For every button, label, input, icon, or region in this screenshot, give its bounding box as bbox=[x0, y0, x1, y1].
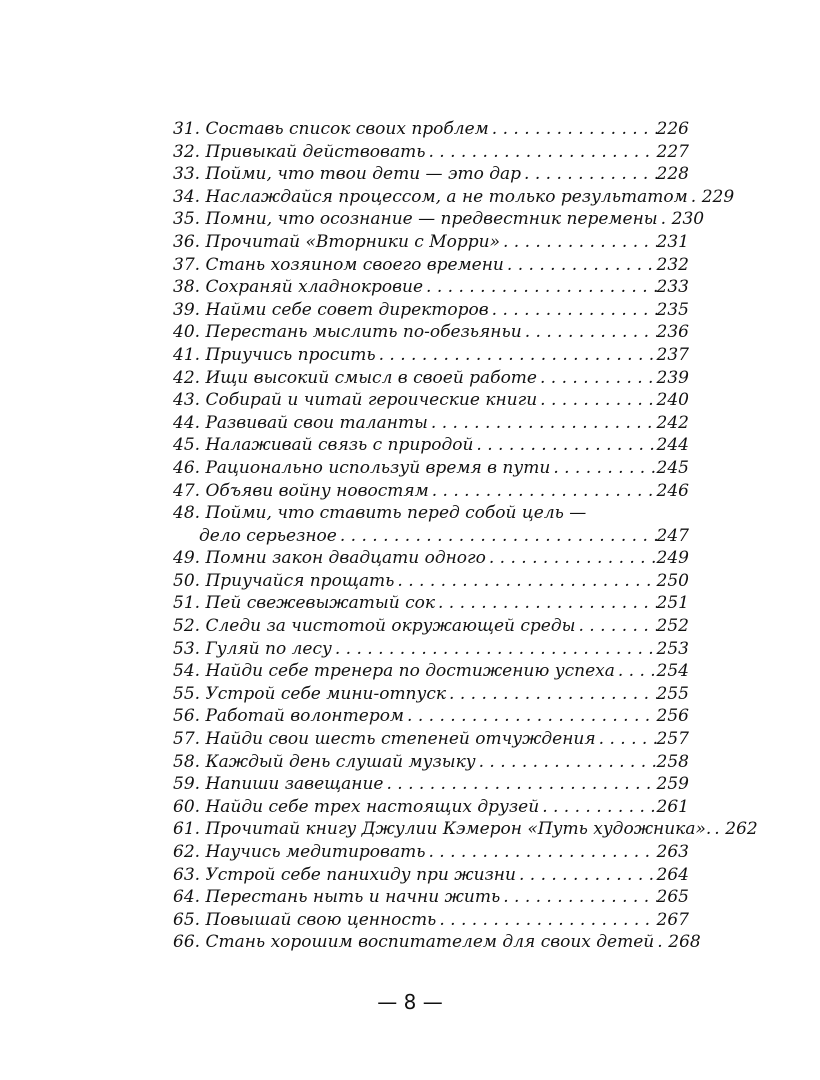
dot-leader bbox=[516, 864, 657, 887]
toc-entry bbox=[173, 818, 758, 841]
dot-leader bbox=[429, 480, 657, 503]
toc-entry-text: Найди себе трех настоящих друзей bbox=[205, 796, 540, 817]
toc-entry-title bbox=[173, 299, 489, 322]
toc-entry-continuation bbox=[173, 525, 689, 548]
toc-entry-page: 233 bbox=[656, 277, 689, 298]
dot-leader bbox=[537, 367, 657, 390]
toc-entry-number: 43. bbox=[173, 390, 201, 411]
toc-entry-number: 31. bbox=[173, 119, 201, 139]
dot-leader bbox=[596, 728, 657, 751]
toc-entry-page: 235 bbox=[656, 299, 689, 320]
dot-leader bbox=[446, 683, 657, 706]
toc-entry-number: 37. bbox=[173, 254, 201, 275]
toc-entry bbox=[173, 276, 689, 299]
toc-entry-title bbox=[173, 480, 429, 503]
toc-entry-page: 249 bbox=[656, 548, 689, 569]
toc-entry-title bbox=[173, 570, 394, 593]
toc-entry-text: Пей свежевыжатый сок bbox=[205, 593, 435, 614]
toc-entry-text: Гуляй по лесу bbox=[205, 638, 332, 659]
toc-entry-text: Ищи высокий смысл в своей работе bbox=[205, 367, 537, 388]
toc-entry-page: 229 bbox=[701, 186, 735, 207]
toc-entry-title bbox=[173, 683, 446, 706]
toc-entry bbox=[173, 186, 735, 209]
toc-entry-page: 264 bbox=[656, 864, 689, 885]
dot-leader bbox=[658, 208, 672, 231]
toc-entry bbox=[173, 841, 689, 864]
toc-entry-title bbox=[173, 344, 376, 367]
toc-entry bbox=[173, 773, 689, 796]
toc-entry bbox=[173, 547, 689, 570]
toc-entry-page: 261 bbox=[656, 796, 689, 817]
toc-entry-text: Стань хозяином своего времени bbox=[205, 254, 504, 275]
toc-entry-title bbox=[173, 141, 425, 164]
toc-entry-text: Следи за чистотой окружающей среды bbox=[205, 616, 576, 637]
toc-entry-page: 265 bbox=[656, 887, 689, 908]
toc-entry-title bbox=[173, 660, 615, 683]
toc-entry-text: Налаживай связь с природой bbox=[205, 435, 474, 456]
dot-leader bbox=[404, 705, 657, 728]
toc-entry-page: 246 bbox=[656, 480, 689, 501]
toc-entry-number: 66. bbox=[173, 932, 201, 953]
toc-entry-page: 226 bbox=[656, 119, 689, 139]
toc-entry-text: Прочитай «Вторники с Морри» bbox=[205, 231, 500, 252]
toc-entry-title bbox=[173, 254, 504, 277]
toc-entry-number: 57. bbox=[173, 729, 201, 750]
toc-entry-title bbox=[173, 592, 435, 615]
dot-leader bbox=[476, 751, 657, 774]
toc-entry bbox=[173, 299, 689, 322]
dot-leader bbox=[489, 299, 657, 322]
dot-leader bbox=[711, 818, 725, 841]
toc-entry-number: 60. bbox=[173, 796, 201, 817]
toc-entry bbox=[173, 344, 689, 367]
toc-entry-number: 35. bbox=[173, 209, 201, 230]
toc-entry-text: Помни закон двадцати одного bbox=[205, 548, 486, 569]
toc-entry-number: 45. bbox=[173, 435, 201, 456]
toc-entry-page: 254 bbox=[656, 661, 689, 682]
toc-entry-number: 59. bbox=[173, 774, 201, 795]
dot-leader bbox=[575, 615, 656, 638]
toc-entry-number: 34. bbox=[173, 186, 201, 207]
toc-entry bbox=[173, 570, 689, 593]
toc-entry-title bbox=[173, 615, 575, 638]
dot-leader bbox=[688, 186, 702, 209]
toc-entry-number: 54. bbox=[173, 661, 201, 682]
toc-entry-number: 52. bbox=[173, 616, 201, 637]
toc-entry-number: 33. bbox=[173, 164, 201, 185]
toc-entry-number: 63. bbox=[173, 864, 201, 885]
toc-entry-title bbox=[173, 412, 428, 435]
toc-entry-number: 53. bbox=[173, 638, 201, 659]
toc-entry-text: Найми себе совет директоров bbox=[205, 299, 489, 320]
toc-entry bbox=[173, 660, 689, 683]
toc-entry-number: 41. bbox=[173, 344, 201, 365]
toc-entry-title bbox=[173, 434, 473, 457]
toc-entry-page: 258 bbox=[656, 751, 689, 772]
toc-entry-page: 253 bbox=[656, 638, 689, 659]
toc-entry-page: 244 bbox=[656, 435, 689, 456]
toc-entry-title bbox=[173, 864, 516, 887]
toc-entry-page: 231 bbox=[656, 231, 689, 252]
toc-entry-text: Наслаждайся процессом, а не только результатом bbox=[205, 186, 688, 207]
dot-leader bbox=[489, 118, 657, 141]
dot-leader bbox=[425, 141, 656, 164]
toc-entry-page: 227 bbox=[656, 141, 689, 162]
toc-entry bbox=[173, 141, 689, 164]
toc-entry-page: 256 bbox=[656, 706, 689, 727]
toc-entry bbox=[173, 231, 689, 254]
toc-entry-page: 240 bbox=[656, 390, 689, 411]
toc-entry-text: Научись медитировать bbox=[205, 842, 426, 862]
toc-entry bbox=[173, 208, 705, 231]
toc-entry-title bbox=[173, 502, 586, 525]
toc-entry-text: Повышай свою ценность bbox=[205, 909, 437, 930]
toc-entry-text: Помни, что осознание — предвестник перемены bbox=[205, 209, 658, 230]
dot-leader bbox=[332, 638, 657, 661]
toc-entry-page: 228 bbox=[656, 164, 689, 185]
toc-entry-text: Объяви войну новостям bbox=[205, 480, 429, 501]
toc-entry-title bbox=[173, 705, 404, 728]
toc-entry-number: 51. bbox=[173, 593, 201, 614]
toc-entry-title bbox=[173, 321, 522, 344]
toc-entry bbox=[173, 412, 689, 435]
toc-entry-page: 232 bbox=[656, 254, 689, 275]
toc-entry-page: 268 bbox=[668, 932, 701, 953]
dot-leader bbox=[500, 231, 657, 254]
dot-leader bbox=[425, 841, 656, 864]
dot-leader bbox=[522, 321, 657, 344]
toc-entry-number: 62. bbox=[173, 842, 201, 862]
dot-leader bbox=[435, 592, 657, 615]
toc-entry-page: 251 bbox=[656, 593, 689, 614]
toc-entry-page: 257 bbox=[656, 729, 689, 750]
toc-entry-number: 55. bbox=[173, 683, 201, 704]
dot-leader bbox=[423, 276, 657, 299]
toc-entry-title bbox=[173, 208, 658, 231]
toc-entry-text: Перестань мыслить по-обезьяньи bbox=[205, 322, 522, 343]
toc-entry bbox=[173, 728, 689, 751]
toc-entry-text: Работай волонтером bbox=[205, 706, 405, 727]
dot-leader bbox=[550, 457, 656, 480]
toc-entry-number: 40. bbox=[173, 322, 201, 343]
toc-entry-title bbox=[173, 909, 436, 932]
toc-entry-title bbox=[173, 389, 537, 412]
toc-entry bbox=[173, 457, 689, 480]
toc-entry-title bbox=[173, 186, 688, 209]
toc-entry-page: 239 bbox=[656, 367, 689, 388]
toc-entry bbox=[173, 886, 689, 909]
toc-entry-text: Стань хорошим воспитателем для своих детей bbox=[205, 932, 655, 953]
toc-entry-text: Составь список своих проблем bbox=[205, 119, 489, 139]
toc-entry-title bbox=[173, 841, 425, 864]
toc-entry-page: 247 bbox=[656, 525, 689, 546]
toc-entry-text: Собирай и читай героические книги bbox=[205, 390, 538, 411]
dot-leader bbox=[337, 525, 657, 548]
toc-entry-title bbox=[173, 886, 500, 909]
toc-entry bbox=[173, 683, 689, 706]
toc-entry-number: 61. bbox=[173, 819, 201, 840]
toc-entry bbox=[173, 389, 689, 412]
toc-entry-number: 50. bbox=[173, 570, 201, 591]
toc-entry-number: 64. bbox=[173, 887, 201, 908]
dot-leader bbox=[428, 412, 657, 435]
toc-entry-number: 36. bbox=[173, 231, 201, 252]
toc-entry-text: Прочитай книгу Джулии Кэмерон «Путь художника». bbox=[205, 819, 712, 840]
toc-entry-page: 245 bbox=[656, 457, 689, 478]
toc-entry bbox=[173, 864, 689, 887]
toc-entry-number: 56. bbox=[173, 706, 201, 727]
toc-entry-page: 267 bbox=[656, 909, 689, 930]
toc-entry-text: Найди свои шесть степеней отчуждения bbox=[205, 729, 596, 750]
toc-entry bbox=[173, 931, 701, 954]
toc-entry-title bbox=[173, 796, 539, 819]
toc-entry-page: 242 bbox=[656, 412, 689, 433]
table-of-contents bbox=[173, 118, 758, 954]
toc-entry bbox=[173, 502, 689, 525]
dot-leader bbox=[537, 389, 656, 412]
toc-entry-text: Приучись просить bbox=[205, 344, 376, 365]
toc-entry-number: 44. bbox=[173, 412, 201, 433]
toc-entry bbox=[173, 434, 689, 457]
toc-entry-number: 47. bbox=[173, 480, 201, 501]
toc-entry bbox=[173, 615, 689, 638]
toc-entry-page: 250 bbox=[656, 570, 689, 591]
toc-entry-page: 236 bbox=[656, 322, 689, 343]
toc-entry-page: 262 bbox=[725, 819, 758, 840]
toc-entry-text: Каждый день слушай музыку bbox=[205, 751, 476, 772]
toc-entry-text: Сохраняй хладнокровие bbox=[205, 277, 424, 298]
toc-entry-text-continued: дело серьезное bbox=[199, 525, 337, 546]
dot-leader bbox=[500, 886, 656, 909]
toc-entry-text: Перестань ныть и начни жить bbox=[205, 887, 501, 908]
toc-entry bbox=[173, 638, 689, 661]
toc-entry-text: Найди себе тренера по достижению успеха bbox=[205, 661, 615, 682]
toc-entry-title bbox=[173, 728, 596, 751]
toc-entry bbox=[173, 163, 689, 186]
toc-entry-number: 42. bbox=[173, 367, 201, 388]
toc-entry-text: Устрой себе мини-отпуск bbox=[205, 683, 447, 704]
dot-leader bbox=[521, 163, 657, 186]
toc-entry-text: Рационально используй время в пути bbox=[205, 457, 551, 478]
toc-entry-title bbox=[173, 773, 384, 796]
toc-entry bbox=[173, 592, 689, 615]
toc-entry-number: 38. bbox=[173, 277, 201, 298]
toc-entry-text: Напиши завещание bbox=[205, 774, 384, 795]
toc-entry-number: 46. bbox=[173, 457, 201, 478]
toc-entry-text: Приучайся прощать bbox=[205, 570, 395, 591]
toc-entry-page: 230 bbox=[671, 209, 705, 230]
dot-leader bbox=[615, 660, 657, 683]
toc-entry-page: 237 bbox=[656, 344, 689, 365]
toc-entry-title bbox=[173, 231, 500, 254]
toc-entry-text: Устрой себе панихиду при жизни bbox=[205, 864, 516, 885]
toc-entry-number: 39. bbox=[173, 299, 201, 320]
toc-entry-title bbox=[173, 818, 711, 841]
dot-leader bbox=[376, 344, 657, 367]
dot-leader bbox=[486, 547, 657, 570]
toc-entry-page: 255 bbox=[656, 683, 689, 704]
toc-entry bbox=[173, 751, 689, 774]
toc-entry-number: 32. bbox=[173, 141, 201, 162]
toc-entry bbox=[173, 254, 689, 277]
toc-entry-title bbox=[173, 547, 486, 570]
toc-entry-number: 48. bbox=[173, 503, 201, 524]
toc-entry-title bbox=[173, 751, 476, 774]
toc-entry-page: 263 bbox=[656, 842, 689, 862]
toc-entry-number: 65. bbox=[173, 909, 201, 930]
toc-entry-page: 252 bbox=[656, 616, 689, 637]
toc-entry-title bbox=[173, 367, 537, 390]
toc-entry-number: 49. bbox=[173, 548, 201, 569]
toc-entry bbox=[173, 118, 689, 141]
dot-leader bbox=[504, 254, 657, 277]
dot-leader bbox=[436, 909, 656, 932]
toc-entry-title bbox=[173, 638, 332, 661]
toc-entry-title bbox=[173, 457, 550, 480]
toc-entry-title bbox=[173, 276, 423, 299]
toc-entry bbox=[173, 705, 689, 728]
dot-leader bbox=[473, 434, 656, 457]
toc-entry-title bbox=[173, 118, 489, 141]
dot-leader bbox=[394, 570, 656, 593]
toc-entry-text: Пойми, что твои дети — это дар bbox=[205, 164, 522, 185]
toc-entry-text: Привыкай действовать bbox=[205, 141, 426, 162]
toc-entry bbox=[173, 909, 689, 932]
toc-entry bbox=[173, 321, 689, 344]
toc-entry bbox=[173, 796, 689, 819]
toc-entry-number: 58. bbox=[173, 751, 201, 772]
dot-leader bbox=[539, 796, 656, 819]
toc-entry bbox=[173, 367, 689, 390]
toc-entry-text: Развивай свои таланты bbox=[205, 412, 428, 433]
toc-entry-title bbox=[173, 931, 654, 954]
dot-leader bbox=[654, 931, 668, 954]
toc-entry bbox=[173, 480, 689, 503]
dot-leader bbox=[384, 773, 657, 796]
page-number: — 8 — bbox=[377, 990, 443, 1014]
toc-entry-page: 259 bbox=[656, 774, 689, 795]
toc-entry-text: Пойми, что ставить перед собой цель — bbox=[205, 503, 587, 524]
toc-entry-title bbox=[173, 163, 521, 186]
